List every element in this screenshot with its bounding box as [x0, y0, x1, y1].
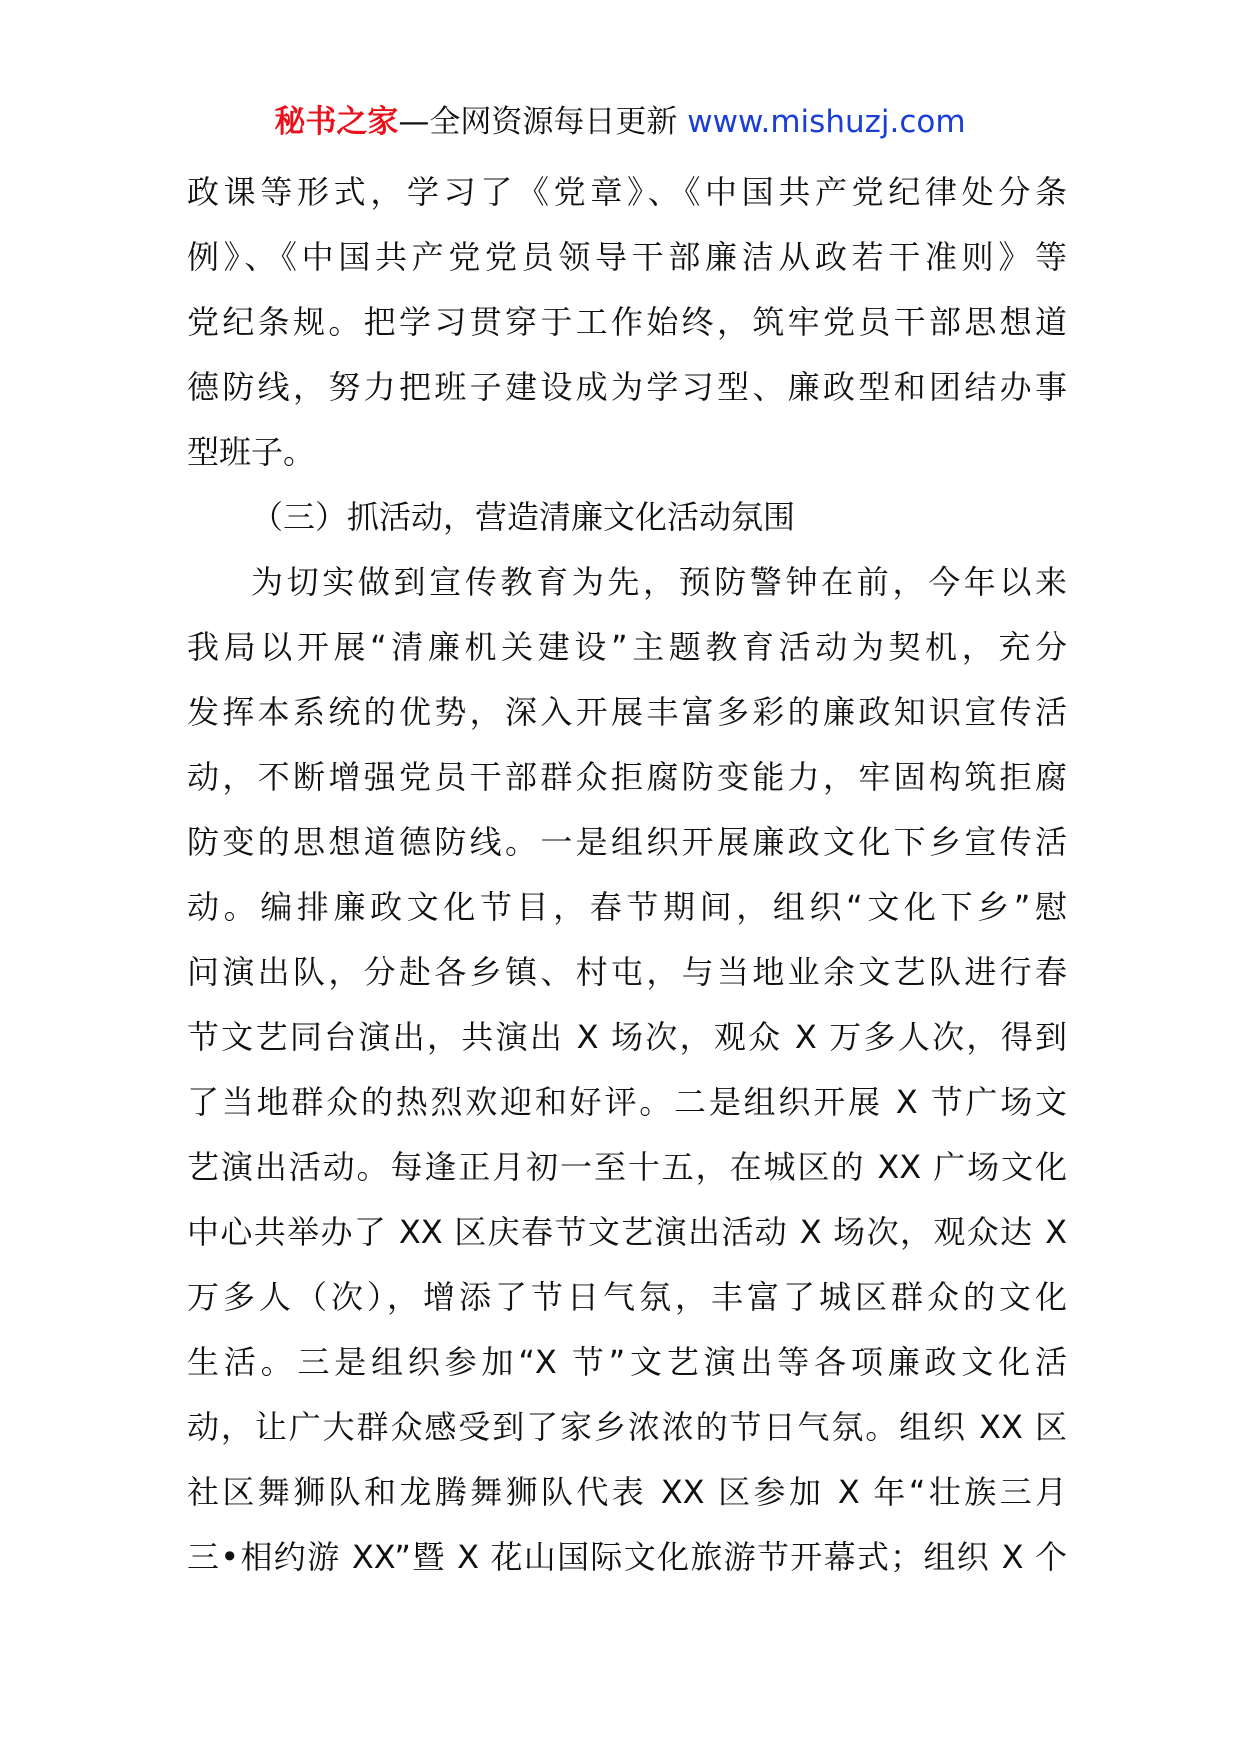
- brand-name: 秘书之家: [274, 104, 399, 140]
- text-line: 我局以开展“清廉机关建设”主题教育活动为契机，充分: [187, 628, 1067, 666]
- text-line: 节文艺同台演出，共演出 X 场次，观众 X 万多人次，得到: [187, 1018, 1067, 1056]
- text-line: 发挥本系统的优势，深入开展丰富多彩的廉政知识宣传活: [187, 693, 1067, 731]
- paragraph-first-line: 为切实做到宣传教育为先，预防警钟在前，今年以来: [251, 563, 1067, 601]
- text-line: 例》、《中国共产党党员领导干部廉洁从政若干准则》等: [187, 238, 1067, 276]
- header-slogan: —全网资源每日更新: [398, 104, 678, 140]
- site-url-link[interactable]: www.mishuzj.com: [687, 104, 966, 140]
- text-line: 生活。三是组织参加“X 节”文艺演出等各项廉政文化活: [187, 1343, 1067, 1381]
- text-line: 防变的思想道德防线。一是组织开展廉政文化下乡宣传活: [187, 823, 1067, 861]
- text-line: 党纪条规。把学习贯穿于工作始终，筑牢党员干部思想道: [187, 303, 1067, 341]
- text-line: 动，不断增强党员干部群众拒腐防变能力，牢固构筑拒腐: [187, 758, 1067, 796]
- text-line: 艺演出活动。每逢正月初一至十五，在城区的 XX 广场文化: [187, 1148, 1067, 1186]
- document-body: [187, 160, 1067, 1590]
- page-header: [0, 100, 1240, 144]
- text-line: 社区舞狮队和龙腾舞狮队代表 XX 区参加 X 年“壮族三月: [187, 1473, 1067, 1511]
- text-line: 动。编排廉政文化节目，春节期间，组织“文化下乡”慰: [187, 888, 1067, 926]
- text-line: 中心共举办了 XX 区庆春节文艺演出活动 X 场次，观众达 X: [187, 1213, 1067, 1251]
- text-line: 三•相约游 XX”暨 X 花山国际文化旅游节开幕式；组织 X 个: [187, 1538, 1067, 1576]
- text-line: 德防线，努力把班子建设成为学习型、廉政型和团结办事: [187, 368, 1067, 406]
- text-line: 动，让广大群众感受到了家乡浓浓的节日气氛。组织 XX 区: [187, 1408, 1067, 1446]
- text-line: 了当地群众的热烈欢迎和好评。二是组织开展 X 节广场文: [187, 1083, 1067, 1121]
- text-line: 问演出队，分赴各乡镇、村屯，与当地业余文艺队进行春: [187, 953, 1067, 991]
- section-heading: （三）抓活动，营造清廉文化活动氛围: [251, 498, 796, 536]
- text-line: 政课等形式，学习了《党章》、《中国共产党纪律处分条: [187, 173, 1067, 211]
- text-line: 万多人（次），增添了节日气氛，丰富了城区群众的文化: [187, 1278, 1067, 1316]
- text-line: 型班子。: [187, 433, 316, 471]
